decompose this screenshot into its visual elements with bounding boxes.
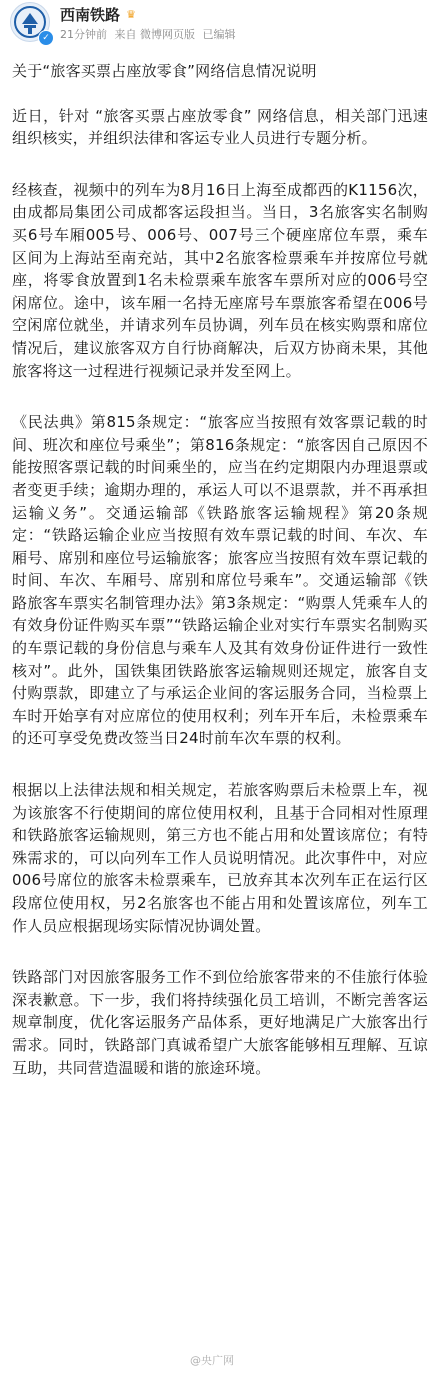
post-body xyxy=(0,60,440,1079)
author-name[interactable]: 西南铁路 xyxy=(60,6,121,24)
post-paragraph: 铁路部门对因旅客服务工作不到位给旅客带来的不佳旅行体验深表歉意。下一步，我们将持续强化员工培训，不断完善客运规章制度，优化客运服务产品体系，更好地满足广大旅客出行需求。同时，铁路部门真诚希望广大旅客能够相互理解、互谅互助，共同营造温暖和谐的旅途环境。 xyxy=(12,968,428,1077)
watermark: @央广网 xyxy=(190,1354,234,1367)
author-name-row xyxy=(60,4,138,25)
post-paragraph: 《民法典》第815条规定：“旅客应当按照有效客票记载的时间、班次和座位号乘坐”；第816条规定：“旅客因自己原因不能按照客票记载的时间乘坐的，应当在约定期限内办理退票或者变更手续；逾期办理的，承运人可以不退票款，并不再承担运输义务”。交通运输部《铁路旅客运输规程》第20条规定：“铁路运输企业应当按照有效车票记载的时间、车次、车厢号、席别和座位号运输旅客；旅客应当按照有效车票记载的时间、车次、车厢号、席别和席位号乘车”。交通运输部《铁路旅客车票实名制管理办法》第3条规定：“购票人凭乘车人的有效身份证件购买车票”“铁路运输企业对实行车票实名制购买的车票记载的身份信息与乘车人及其有效身份证件进行一致性核对”。此外，国铁集团铁路旅客运输规则还规定，旅客自支付购票款，即建立了与承运企业间的客运服务合同，当检票上车时开始享有对应席位的使用权利；列车开车后，未检票乘车的还可享受免费改签当日24时前车次车票的权利。 xyxy=(12,413,428,748)
post-source: 来自 微博网页版 xyxy=(114,28,195,41)
edited-label[interactable]: 已编辑 xyxy=(202,28,236,41)
post-title: 关于“旅客买票占座放零食”网络信息情况说明 xyxy=(12,62,317,80)
verified-badge-icon: ✓ xyxy=(38,30,54,46)
member-crown-icon: ♛ xyxy=(126,7,136,21)
post-header xyxy=(0,0,440,48)
post-meta xyxy=(60,26,240,42)
post-time[interactable]: 21分钟前 xyxy=(60,28,107,41)
post-paragraph: 经核查，视频中的列车为8月16日上海至成都西的K1156次，由成都局集团公司成都客运段担当。当日，3名旅客实名制购买6号车厢005号、006号、007号三个硬座席位车票，乘车区间为上海站至南充站，其中2名旅客检票乘车并按席位号就座，将零食放置到1名未检票乘车旅客车票所对应的006号空闲席位。途中，该车厢一名持无座席号车票旅客希望在006号空闲席位就坐，并请求列车员协调，列车员在核实购票和席位情况后，建议旅客双方自行协商解决，后双方协商未果，其他旅客将这一过程进行视频记录并发至网上。 xyxy=(12,180,428,380)
post-paragraph: 近日，针对 “旅客买票占座放零食” 网络信息，相关部门迅速组织核实，并组织法律和客运专业人员进行专题分析。 xyxy=(12,106,428,148)
post-paragraph: 根据以上法律法规和相关规定，若旅客购票后未检票上车，视为该旅客不行使期间的席位使用权利，且基于合同相对性原理和铁路旅客运输规则，第三方也不能占用和处置该席位；有特殊需求的，可以向列车工作人员说明情况。此次事件中，对应006号席位的旅客未检票乘车，已放弃其本次列车正在运行区段席位使用权，另2名旅客也不能占用和处置该席位，列车工作人员应根据现场实际情况协调处置。 xyxy=(12,781,428,935)
